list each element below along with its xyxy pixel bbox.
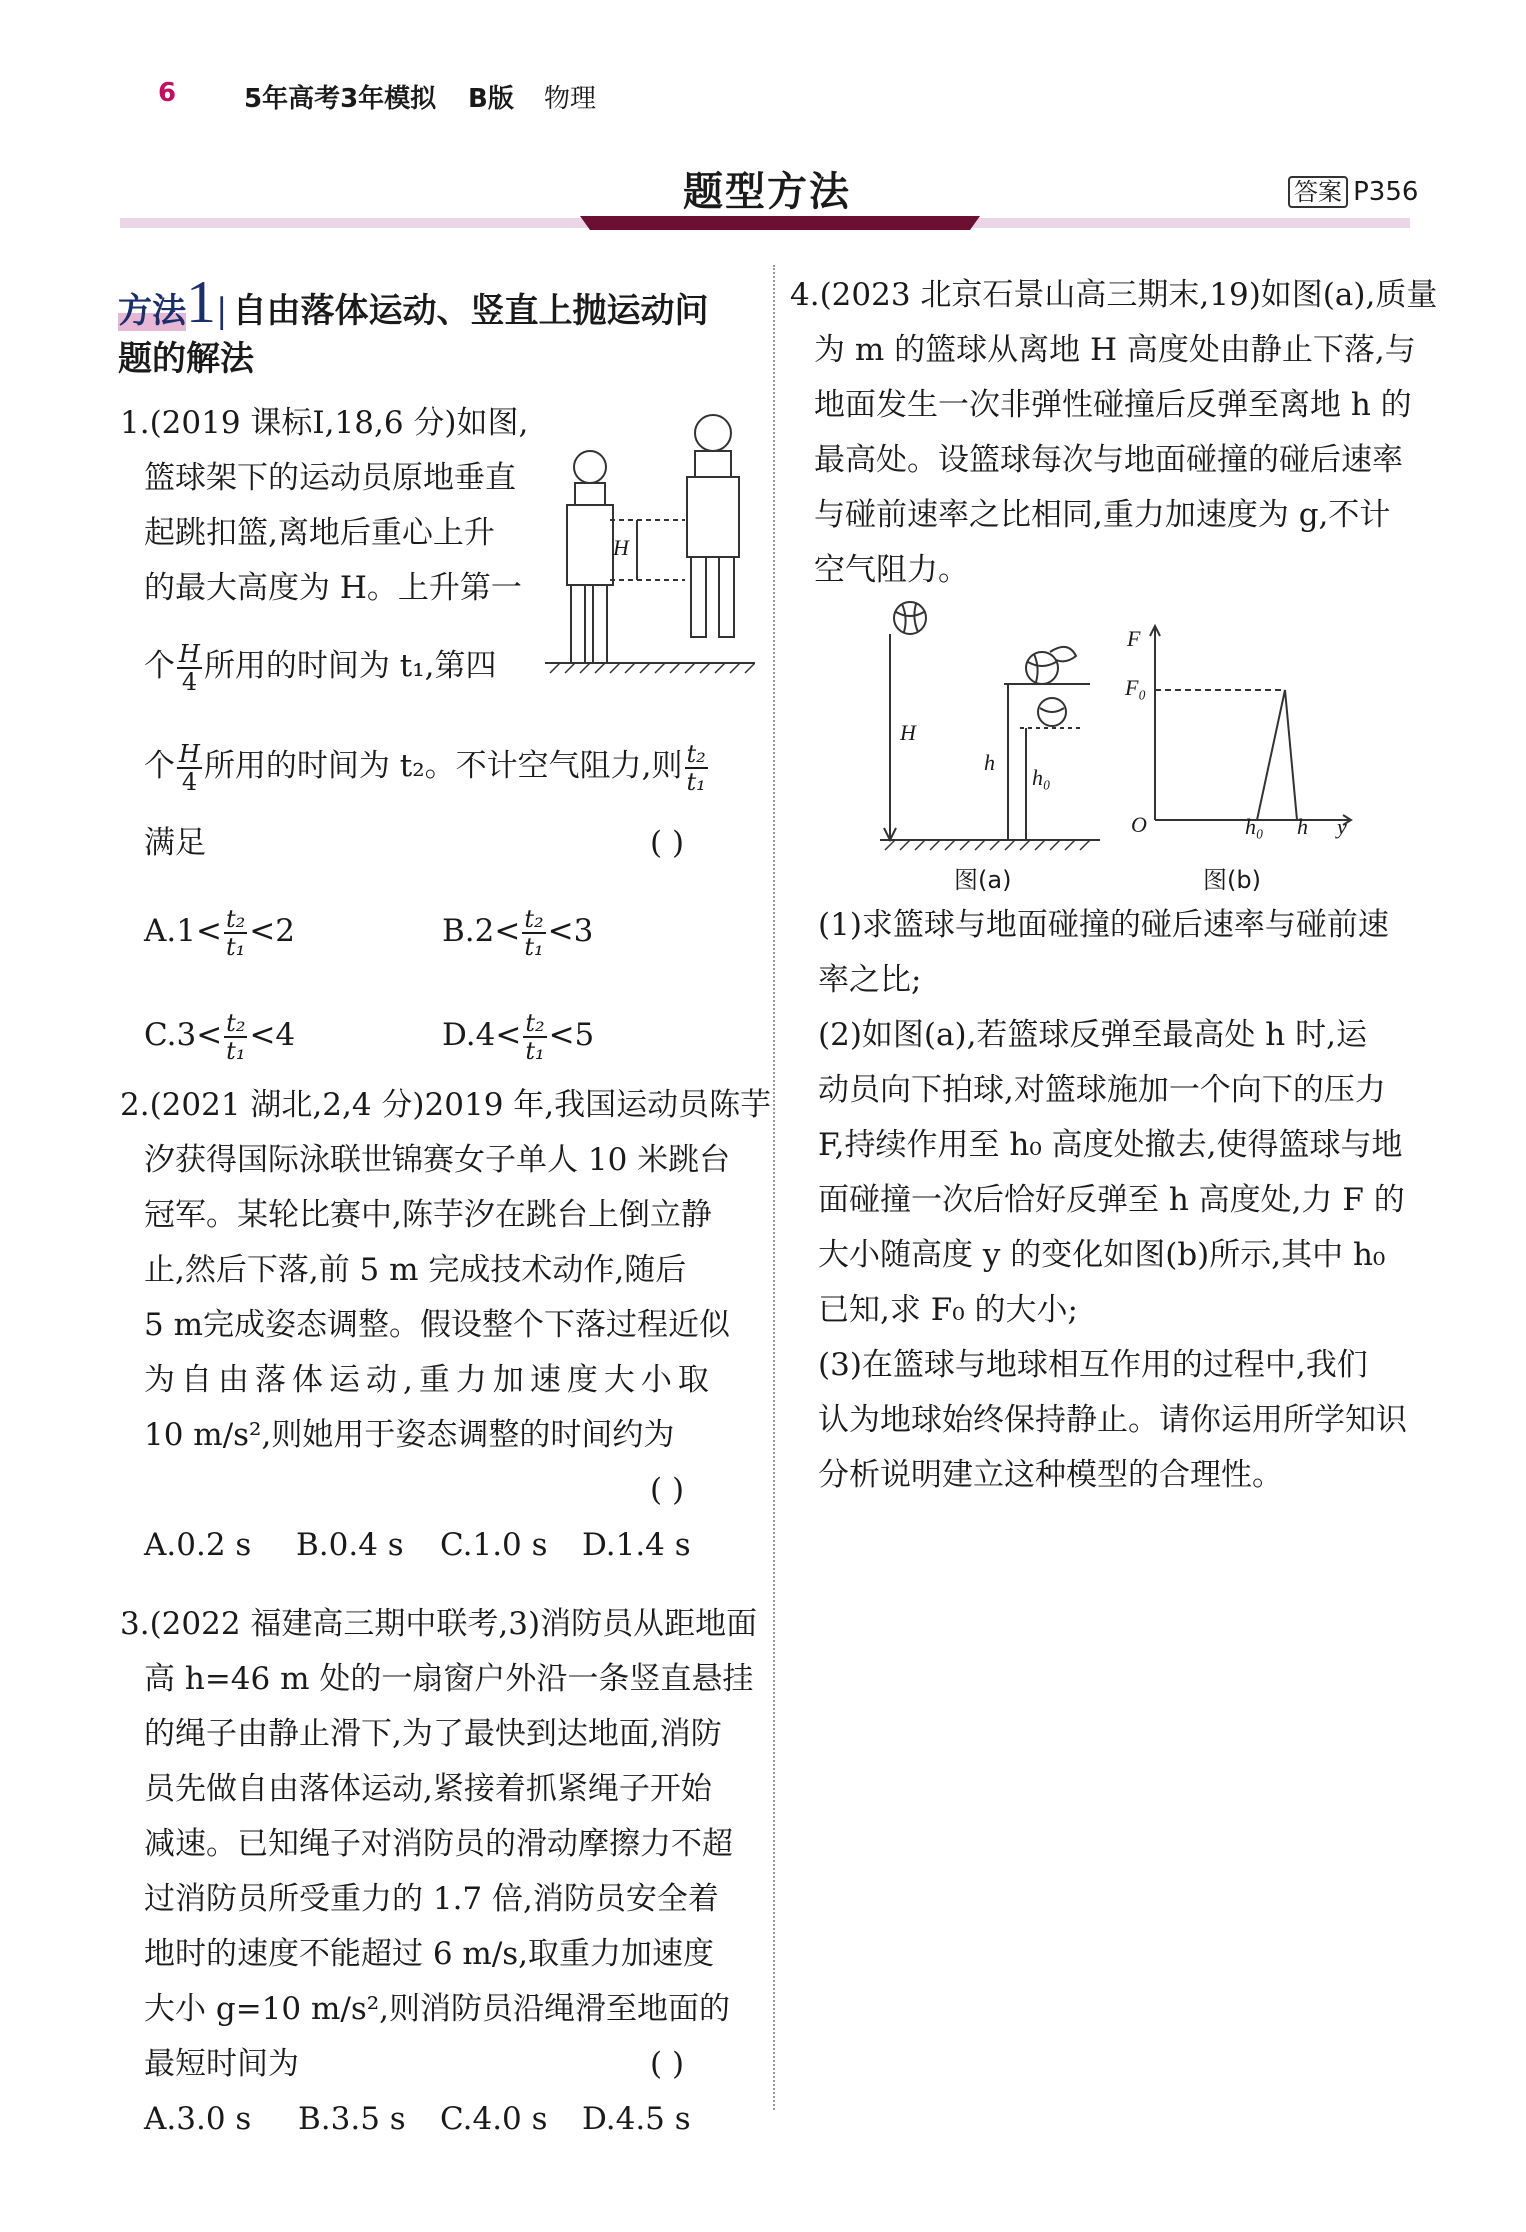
option-text: <5 xyxy=(548,1017,595,1053)
q3-line: 高 h=46 m 处的一扇窗户外沿一条竖直悬挂 xyxy=(144,1661,754,1697)
q2-paren-line xyxy=(120,1463,760,1518)
q2-options xyxy=(120,1518,760,1573)
question-4 xyxy=(790,268,1438,598)
fig-label-big-h: H xyxy=(900,720,916,745)
fig-label-h: H xyxy=(613,535,629,560)
q4-sub-line: 认为地球始终保持静止。请你运用所学知识 xyxy=(818,1402,1407,1438)
dunk-illustration xyxy=(545,405,755,675)
option-c[interactable]: C.1.0 s xyxy=(440,1527,548,1563)
fraction-t2-over-t1 xyxy=(224,1010,247,1064)
q4-sub-line: 面碰撞一次后恰好反弹至 h 高度处,力 F 的 xyxy=(818,1182,1405,1218)
q2-line: 5 m完成姿态调整。假设整个下落过程近似 xyxy=(144,1307,730,1343)
answer-paren: ( ) xyxy=(650,2046,685,2082)
option-a[interactable] xyxy=(144,891,295,971)
option-c[interactable]: C.4.0 s xyxy=(440,2101,548,2137)
q2-line: 汐获得国际泳联世锦赛女子单人 10 米跳台 xyxy=(144,1142,731,1178)
q4-sub-line: (3)在篮球与地球相互作用的过程中,我们 xyxy=(818,1347,1368,1383)
q3-line: 大小 g=10 m/s²,则消防员沿绳滑至地面的 xyxy=(144,1991,731,2027)
q4-line: 空气阻力。 xyxy=(814,552,969,588)
column-divider xyxy=(773,265,775,2110)
q4-sub-line: 率之比; xyxy=(818,962,922,998)
q4-sub-line: 大小随高度 y 的变化如图(b)所示,其中 h₀ xyxy=(818,1237,1386,1273)
answer-reference xyxy=(1288,172,1418,207)
frac-den: t₁ xyxy=(226,1036,246,1065)
frac-num: t₂ xyxy=(525,1008,545,1037)
fraction-h-over-4 xyxy=(177,641,202,695)
edition-label: B版 xyxy=(468,84,514,114)
book-title: 5年高考3年模拟 xyxy=(244,84,437,114)
method-label: 方法 xyxy=(118,291,186,331)
frac-den: t₁ xyxy=(686,767,706,796)
fraction-t2-over-t1 xyxy=(523,1010,546,1064)
option-text: <2 xyxy=(249,913,295,949)
answer-page: P356 xyxy=(1353,177,1419,207)
axis-tick-h0: h₀ xyxy=(1245,814,1264,839)
option-c[interactable] xyxy=(144,995,295,1075)
frac-den: t₁ xyxy=(525,1036,545,1065)
q1-figure xyxy=(545,405,755,675)
answer-paren: ( ) xyxy=(650,825,685,861)
q4-line: 最高处。设篮球每次与地面碰撞的碰后速率 xyxy=(814,442,1403,478)
q4-line: 与碰前速率之比相同,重力加速度为 g,不计 xyxy=(814,497,1391,533)
q1-line: 1.(2019 课标Ⅰ,18,6 分)如图, xyxy=(120,405,529,441)
question-3 xyxy=(120,1597,760,2147)
frac-num: t₂ xyxy=(686,739,706,768)
fig-b-caption: 图(b) xyxy=(1203,866,1261,894)
option-text: C.3< xyxy=(144,1017,223,1053)
axis-tick-h: h xyxy=(1297,814,1308,839)
fraction-t2-over-t1 xyxy=(224,906,247,960)
q1-line: 起跳扣篮,离地后重心上升 xyxy=(144,515,495,551)
frac-den: 4 xyxy=(181,667,198,696)
axis-origin: O xyxy=(1131,812,1147,837)
option-text: A.1< xyxy=(144,913,222,949)
frac-den: t₁ xyxy=(225,932,246,961)
q2-line: 冠军。某轮比赛中,陈芋汐在跳台上倒立静 xyxy=(144,1197,712,1233)
fraction-t2-over-t1 xyxy=(522,906,545,960)
q3-line: 减速。已知绳子对消防员的滑动摩擦力不超 xyxy=(144,1826,733,1862)
fig-label-h: h xyxy=(984,750,995,775)
frac-num: t₂ xyxy=(225,904,246,933)
q4-line: 4.(2023 北京石景山高三期末,19)如图(a),质量 xyxy=(790,277,1438,313)
q4-sub-line: (2)如图(a),若篮球反弹至最高处 h 时,运 xyxy=(818,1017,1367,1053)
q4-line: 地面发生一次非弹性碰撞后反弹至离地 h 的 xyxy=(814,387,1412,423)
title-divider xyxy=(120,215,1410,229)
q3-line: 3.(2022 福建高三期中联考,3)消防员从距地面 xyxy=(120,1606,758,1642)
q4-sub-line: 分析说明建立这种模型的合理性。 xyxy=(818,1457,1283,1493)
method-title-line2: 题的解法 xyxy=(118,339,254,379)
option-b[interactable]: B.3.5 s xyxy=(298,2101,406,2137)
option-d[interactable]: D.4.5 s xyxy=(582,2101,691,2137)
q4-sub-line: F,持续作用至 h₀ 高度处撤去,使得篮球与地 xyxy=(818,1127,1403,1163)
q4-line: 为 m 的篮球从离地 H 高度处由静止下落,与 xyxy=(814,332,1416,368)
fig-a-caption: 图(a) xyxy=(954,866,1012,894)
q3-line: 过消防员所受重力的 1.7 倍,消防员安全着 xyxy=(144,1881,719,1917)
q3-text: 最短时间为 xyxy=(144,2046,299,2082)
divider-graphic xyxy=(120,216,1410,230)
fig-label-h0: h₀ xyxy=(1032,765,1051,790)
subject-label: 物理 xyxy=(544,84,597,114)
q3-line: 地时的速度不能超过 6 m/s,取重力加速度 xyxy=(144,1936,715,1972)
frac-den: t₁ xyxy=(524,932,544,961)
frac-den: 4 xyxy=(181,767,198,796)
q1-line: 篮球架下的运动员原地垂直 xyxy=(144,460,516,496)
q4-sub-line: (1)求篮球与地面碰撞的碰后速率与碰前速 xyxy=(818,907,1389,943)
q1-text: 所用的时间为 t₁,第四 xyxy=(203,648,497,684)
option-text: <3 xyxy=(547,913,594,949)
q2-line: 为自由落体运动,重力加速度大小取 xyxy=(144,1362,715,1398)
q2-line: 止,然后下落,前 5 m 完成技术动作,随后 xyxy=(144,1252,687,1288)
q4-subquestions xyxy=(818,898,1438,1503)
option-text: D.4< xyxy=(442,1017,522,1053)
page-number: 6 xyxy=(158,78,177,108)
question-2 xyxy=(120,1078,772,1573)
option-b[interactable]: B.0.4 s xyxy=(296,1527,404,1563)
q2-line: 10 m/s²,则她用于姿态调整的时间约为 xyxy=(144,1417,675,1453)
q1-line xyxy=(120,716,760,816)
fraction-t2-over-t1 xyxy=(685,741,708,795)
q1-text: 个 xyxy=(144,748,175,784)
q3-line xyxy=(120,2037,760,2092)
frac-num: t₂ xyxy=(524,904,544,933)
fraction-h-over-4 xyxy=(177,741,202,795)
q4-figure-a xyxy=(880,600,1110,900)
method-number: 1 xyxy=(186,269,216,335)
q1-line xyxy=(120,816,760,871)
option-d[interactable] xyxy=(442,995,594,1075)
option-d[interactable]: D.1.4 s xyxy=(582,1527,691,1563)
option-b[interactable] xyxy=(442,891,593,971)
axis-label-y: y xyxy=(1337,814,1347,839)
method-header: 方法1| 自由落体运动、竖直上抛运动问 题的解法 xyxy=(118,268,758,380)
q1-text: 满足 xyxy=(144,825,206,861)
q4-sub-line: 已知,求 F₀ 的大小; xyxy=(818,1292,1078,1328)
q3-line: 员先做自由落体运动,紧接着抓紧绳子开始 xyxy=(144,1771,712,1807)
answer-paren: ( ) xyxy=(650,1472,685,1508)
axis-label-f0: F₀ xyxy=(1125,675,1147,700)
option-a[interactable]: A.0.2 s xyxy=(144,1527,252,1563)
frac-num: H xyxy=(179,639,200,668)
option-text: B.2< xyxy=(442,913,521,949)
q2-line: 2.(2021 湖北,2,4 分)2019 年,我国运动员陈芋 xyxy=(120,1087,772,1123)
axis-label-f: F xyxy=(1127,626,1141,651)
option-text: <4 xyxy=(249,1017,296,1053)
frac-num: t₂ xyxy=(226,1008,246,1037)
section-title: 题型方法 xyxy=(683,169,851,215)
method-title-line1: 自由落体运动、竖直上抛运动问 xyxy=(232,291,709,331)
answer-badge: 答案 xyxy=(1288,176,1348,208)
frac-num: H xyxy=(179,739,200,768)
q4-figure-b xyxy=(1125,620,1365,905)
option-a[interactable]: A.3.0 s xyxy=(144,2101,252,2137)
q3-line: 的绳子由静止滑下,为了最快到达地面,消防 xyxy=(144,1716,722,1752)
q3-options xyxy=(120,2092,760,2147)
q1-line: 的最大高度为 H。上升第一 xyxy=(144,570,522,606)
q4-sub-line: 动员向下拍球,对篮球施加一个向下的压力 xyxy=(818,1072,1386,1108)
q1-text: 所用的时间为 t₂。不计空气阻力,则 xyxy=(203,748,683,784)
q1-text: 个 xyxy=(144,648,175,684)
